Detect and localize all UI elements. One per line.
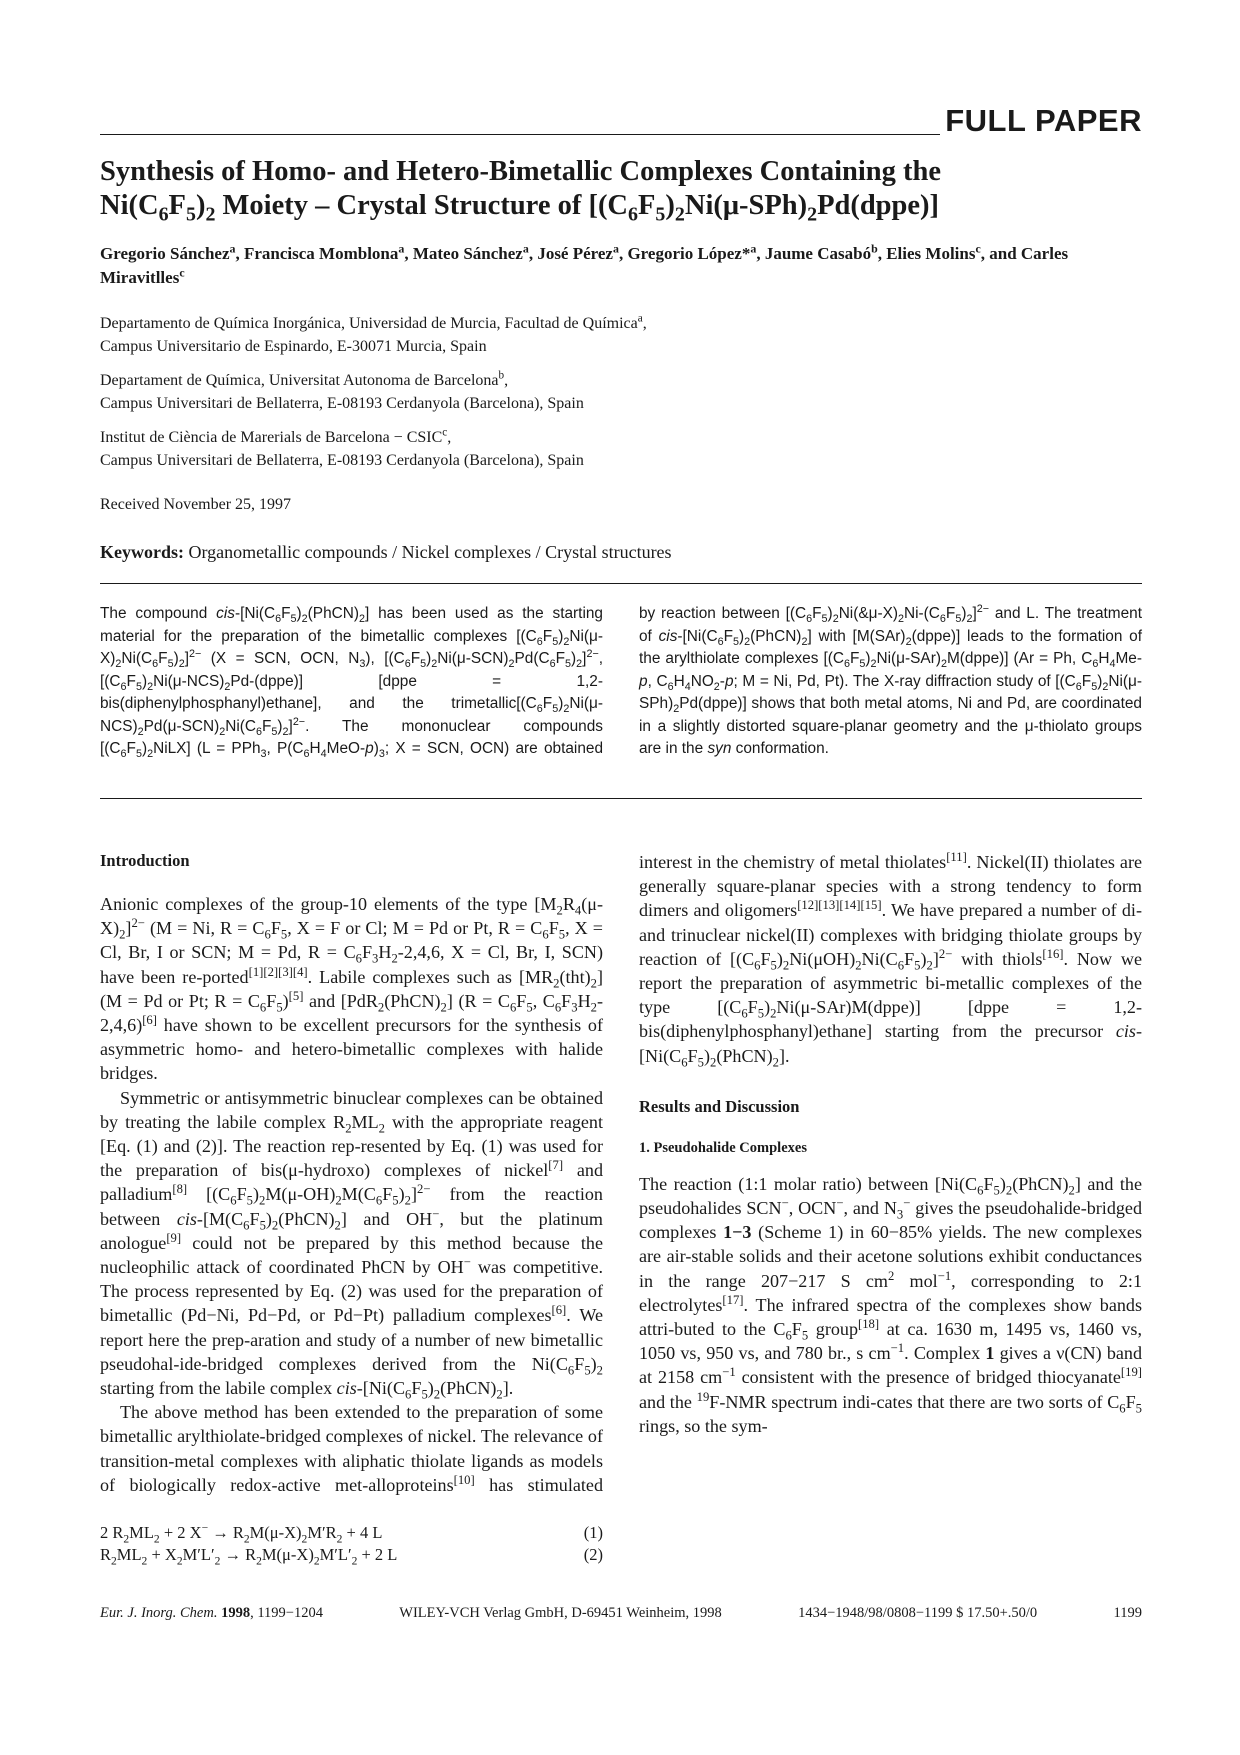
publisher: WILEY-VCH Verlag GmbH, D-69451 Weinheim, 1998 — [399, 1605, 722, 1621]
abstract-top-rule — [100, 583, 1142, 584]
journal-pages: , 1199−1204 — [250, 1605, 323, 1621]
journal-name: Eur. J. Inorg. Chem. — [100, 1605, 218, 1621]
equation-expr: 2 $R_2ML_2 + 2$ $X^- \to R_2M(\mu-X)_2M'R_2 + 4$ L — [100, 1522, 383, 1546]
abstract-bottom-rule — [100, 798, 1142, 799]
affiliation-c: Institut de Ciència de Marerials de Barcelona − $CSIC^c$, Campus Universitari de Bellaterra, E-08193 Cerdanyola (Barcelona), Spain — [100, 426, 584, 469]
spacer — [639, 1068, 1142, 1096]
intro-paragraph-2: Symmetric or antisymmetric binuclear complexes can be obtained by treating the labile complex $R_2ML_2$ with the appropriate reagent [Eq. (1) and (2)]. The reaction rep-resented by Eq. (1) was used for the preparation of bis(μ-hydroxo) complexes of nickel[7] and palladium[8] $[(C_6F_5)_2M(\mu-OH)_2M(C_6F_5)_2]^{2-}$ from the reaction between cis-$[M(C_6F_5)_2(PhCN)_2]$ and OH−, but the platinum anologue[9] could not be prepared by this method because the nucleophilic attack of coordinated PhCN by OH− was competitive. The process represented by Eq. (2) was used for the preparation of bimetallic (Pd−Ni, Pd−Pd, or Pd−Pt) palladium complexes[6]. We report here the prep-aration and study of a number of new bimetallic pseudohal-ide-bridged complexes derived from the $Ni(C_6F_5)_2$ starting from the labile complex cis-$[Ni(C_6F_5)_2(PhCN)_2]$. — [100, 1087, 604, 1402]
journal-year: 1998 — [221, 1605, 251, 1621]
paper-page — [100, 0, 1142, 1755]
equation-expr: $R_2ML_2 + X_2M'L'_2 \to R_2M(\mu-X)_2M'L'_2 + 2$ L — [100, 1545, 398, 1568]
author-list: Gregorio Sánchez$^a$, Francisca Momblona$^a$, Mateo Sánchez$^a$, José Pérez$^a$, Gregorio López*$^a$, Jaume Casabó$^b$, Elies Molins$^c$, and Carles Miravitlles$^c$ — [100, 241, 1069, 287]
introduction-heading: Introduction — [100, 851, 190, 870]
intro-paragraph-1: Anionic complexes of the group-10 elements of the type $[M_2R_4(\mu-X)_2]^{2-}$ (M = Ni, $R = C_6F_5$, X = F or Cl; M = Pd or Pt, $R = C_6F_5$, X = Cl, Br, I or SCN; M = Pd, $R = C_6F_3H_2-2,4,6$, X = Cl, Br, I, SCN) have been re-ported[1][2][3][4]. Labile complexes such as $[MR_2(tht)_2] (M = Pd$ or Pt; $R = C_6F_5)[5]$ and $[PdR_2(PhCN)_2] (R = C_6F_5$, $C_6F_3H_2-2,4,6)[6]$ have shown to be excellent precursors for the synthesis of asymmetric homo- and hetero-bimetallic complexes with halide bridges. — [100, 894, 604, 1084]
paper-title — [100, 155, 1142, 226]
body-columns — [100, 850, 1142, 1514]
equation-number: (1) — [583, 1523, 603, 1542]
abstract: The compound cis-$[Ni(C_6F_5)_2(PhCN)_2]$ has been used as the starting material for the preparation of the bimetallic complexes $[(C_6F_5)_2Ni(\mu-X)_2Ni(C_6F_5)_2]^{2-}$ (X = SCN, OCN, $N_3$), $[(C_6F_5)_2Ni(\mu-SCN)_2Pd(C_6F_5)_2]^{2-}$, $[(C_6F_5)_2Ni(\mu-NCS)_2Pd-(dppe)]$ [dppe = 1,2-bis(diphenylphosphanyl)ethane], and the $trimetallic[(C_6F_5)_2Ni(\mu-NCS)_2Pd(\mu-SCN)_2Ni(C_6F_5)_2]^{2-}$. The mononuclear compounds $[(C_6F_5)_2NiLX] (L = PPh_3$, $P(C_6H_4MeO-p)_3$; X = SCN, OCN) are obtained by reaction between $[(C_6F_5)_2Ni(\&\mu-X)_2Ni-(C_6F_5)_2]^{2-}$ and L. The treatment of cis-$[Ni(C_6F_5)_2(PhCN)_2]$ with $[M(SAr)_2(dppe)]$ leads to the formation of the arylthiolate complexes $[(C_6F_5)_2Ni(\mu-SAr)_2M(dppe)] (Ar = Ph$, $C_6H_4Me-p$, $C_6H_4NO_2-p$; M = Ni, Pd, Pt). The X-ray diffraction study of $[(C_6F_5)_2Ni(\mu-SPh)_2Pd(dppe)]$ shows that both metal atoms, Ni and Pd, are coordinated in a slightly distorted square-planar geometry and the μ-thiolato groups are in the syn conformation. — [100, 602, 1143, 761]
title-line-1: Synthesis of Homo- and Hetero-Bimetallic Complexes Containing the — [100, 156, 941, 187]
page-header — [100, 103, 1142, 143]
keywords-label: Keywords: — [100, 542, 184, 562]
equation-1 — [100, 1522, 603, 1544]
received-date: Received November 25, 1997 — [100, 496, 292, 513]
results-paragraph-1: The reaction (1:1 molar ratio) between $[Ni(C_6F_5)_2(PhCN)_2]$ and the pseudohalides SCN−, OCN−, and $N_3^-$ gives the pseudohalide-bridged complexes 1−3 (Scheme 1) in 60−85% yields. The new complexes are air-stable solids and their acetone solutions exhibit conductances in the range 207−217 S $cm^2$ mol$^{-1}$, corresponding to 2:1 electrolytes[17]. The infrared spectra of the complexes show bands attri-buted to the $C_6F_5$ group[18] at ca. 1630 m, 1495 vs, 1460 vs, 1050 vs, 950 vs, and 780 br., s $cm^{-1}$. Complex 1 gives a ν(CN) band at 2158 $cm^{-1}$ consistent with the presence of bridged thiocyanate[19] and the $^{19}$F-NMR spectrum indi-cates that there are two sorts of $C_6F_5$ rings, so the sym- — [639, 1173, 1143, 1436]
affiliations — [100, 312, 1142, 483]
section-label: FULL PAPER — [945, 103, 1142, 138]
pseudohalide-subheading: 1. Pseudohalide Complexes — [639, 1139, 807, 1156]
equation-number: (2) — [583, 1545, 603, 1564]
affiliation-a: Departamento de Química Inorgánica, Universidad de Murcia, Facultad de Química$^a$, Campus Universitario de Espinardo, E-30071 Murcia, Spain — [100, 312, 647, 355]
results-heading: Results and Discussion — [639, 1096, 800, 1116]
keywords — [100, 542, 672, 563]
title-line-2: $Ni(C_6F_5)_2$ Moiety – Crystal Structure of $[(C_6F_5)_2Ni(\mu-SPh)_2Pd(dppe)]$ — [100, 190, 940, 226]
keywords-text: Organometallic compounds / Nickel complexes / Crystal structures — [188, 542, 672, 562]
page-number: 1199 — [1113, 1605, 1142, 1621]
intro-paragraph-3: The above method has been extended to the preparation of some bimetallic arylthiolate-bridged complexes of nickel. The relevance of transition-metal complexes with aliphatic thiolate ligands as models of biologically redox-active met-alloproteins[10] has stimulated interest in the chemistry of metal thiolates[11]. Nickel(II) thiolates are generally square-planar species with a strong tendency to form dimers and oligomers[12][13][14][15]. We have prepared a number of di- and trinuclear nickel(II) complexes with bridging thiolate groups by reaction of $[(C_6F_5)_2Ni(\mu OH)_2Ni(C_6F_5)_2]^{2-}$ with thiols[16]. Now we report the preparation of asymmetric bi-metallic complexes of the type $[(C_6F_5)_2Ni(\mu-SAr)M(dppe)]$ [dppe = 1,2-bis(diphenylphosphanyl)ethane] starting from the precursor cis-$[Ni(C_6F_5)_2(PhCN)_2]$. — [100, 849, 1142, 1495]
affiliation-b: Departament de Química, Universitat Autonoma de Barcelona$^b$, Campus Universitari de Bellaterra, E-08193 Cerdanyola (Barcelona), Spain — [100, 369, 584, 412]
journal-citation — [100, 1605, 323, 1622]
issn-code: 1434−1948/98/0808−1199 $ 17.50+.50/0 — [798, 1605, 1038, 1621]
header-rule — [100, 134, 940, 135]
equations — [100, 1522, 603, 1566]
page-footer — [100, 1605, 1142, 1622]
equation-2 — [100, 1544, 603, 1566]
